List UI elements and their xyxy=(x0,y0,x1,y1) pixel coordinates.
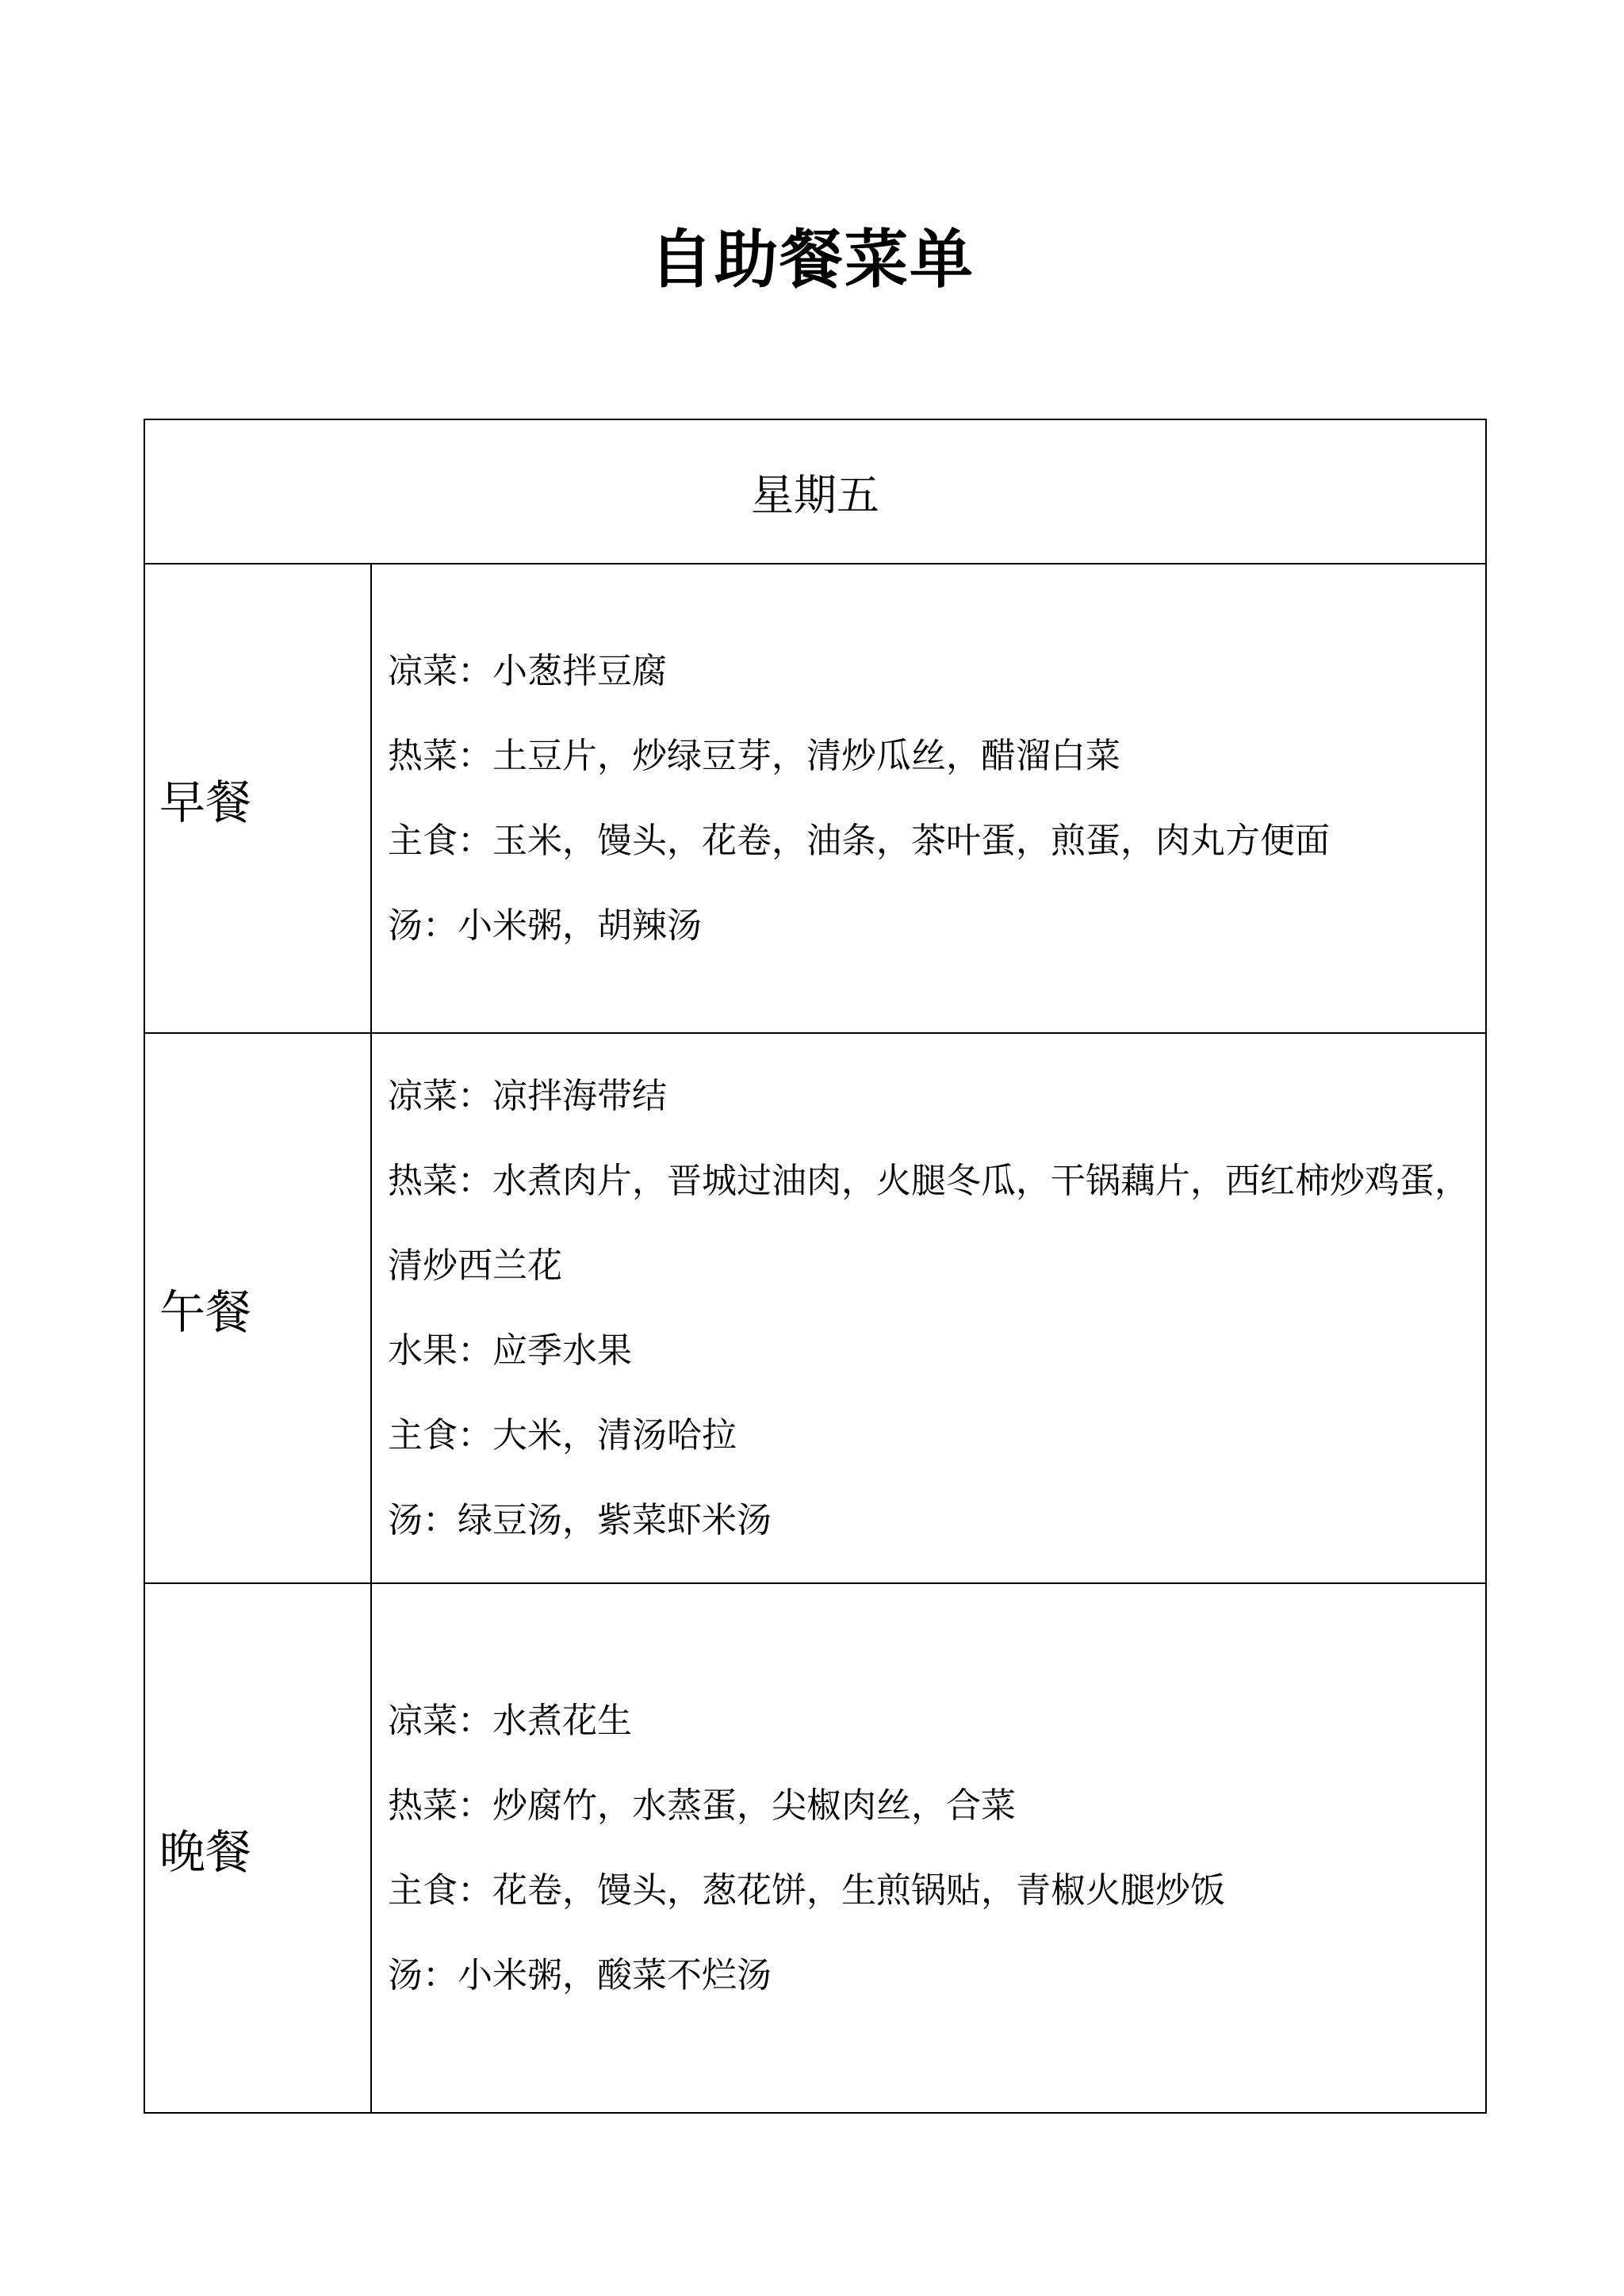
meal-content-breakfast xyxy=(371,564,1486,1033)
meal-row-lunch xyxy=(144,1033,1486,1583)
menu-line: 汤：小米粥，酸菜不烂汤 xyxy=(388,1955,772,1996)
menu-line: 凉菜：水煮花生 xyxy=(388,1701,632,1741)
meal-content-lunch xyxy=(371,1033,1486,1583)
meal-name-breakfast: 早餐 xyxy=(144,564,371,1033)
menu-line: 主食：玉米，馒头，花卷，油条，茶叶蛋，煎蛋，肉丸方便面 xyxy=(388,821,1330,861)
menu-line: 汤：小米粥，胡辣汤 xyxy=(388,905,702,946)
meal-name-lunch: 午餐 xyxy=(144,1033,371,1583)
menu-line: 主食：花卷，馒头，葱花饼，生煎锅贴，青椒火腿炒饭 xyxy=(388,1870,1225,1911)
menu-line: 热菜：土豆片，炒绿豆芽，清炒瓜丝，醋溜白菜 xyxy=(388,736,1120,776)
meal-row-breakfast xyxy=(144,564,1486,1033)
menu-line: 水果：应季水果 xyxy=(388,1330,632,1371)
menu-line: 凉菜：凉拌海带结 xyxy=(388,1076,667,1116)
menu-line: 主食：大米，清汤哈拉 xyxy=(388,1415,737,1456)
meal-name-dinner: 晚餐 xyxy=(144,1583,371,2113)
menu-line: 热菜：水煮肉片，晋城过油肉，火腿冬瓜，干锅藕片，西红柿炒鸡蛋，清炒西兰花 xyxy=(388,1161,1469,1286)
menu-table xyxy=(144,419,1487,2114)
day-label: 星期五 xyxy=(144,419,1486,564)
menu-line: 汤：绿豆汤，紫菜虾米汤 xyxy=(388,1500,772,1540)
day-row xyxy=(144,419,1486,564)
page-title: 自助餐菜单 xyxy=(649,223,975,297)
menu-line: 热菜：炒腐竹，水蒸蛋，尖椒肉丝，合菜 xyxy=(388,1785,1016,1826)
menu-line: 凉菜：小葱拌豆腐 xyxy=(388,651,667,691)
meal-content-dinner xyxy=(371,1583,1486,2113)
meal-row-dinner xyxy=(144,1583,1486,2113)
